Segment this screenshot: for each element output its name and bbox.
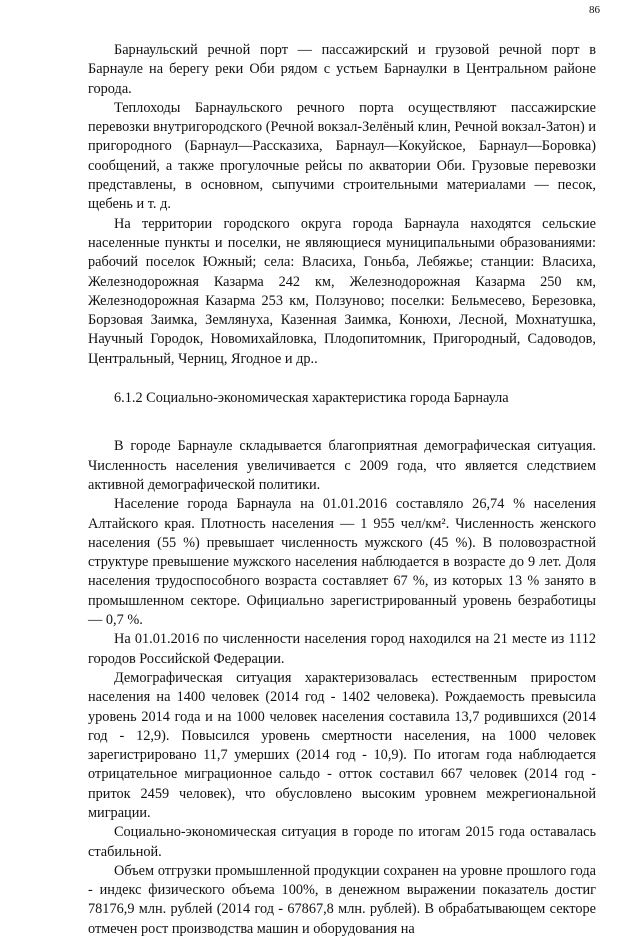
paragraph-demography: В городе Барнауле складывается благоприятная демографическая ситуация. Численность населения увеличивается с 2009 года, что является следствием активной демографической политики. [88, 438, 596, 493]
paragraph-river-port: Барнаульский речной порт — пассажирский и грузовой речной порт в Барнауле на берегу реки Оби рядом с устьем Барнаулки в Центральном районе города. [88, 42, 596, 97]
paragraph-city-rank: На 01.01.2016 по численности населения город находился на 21 месте из 1112 городов Российской Федерации. [88, 631, 596, 667]
page-content [88, 41, 596, 939]
paragraph-settlements: На территории городского округа города Барнаула находятся сельские населенные пункты и поселки, не являющиеся муниципальными образованиями: рабочий поселок Южный; села: Власиха, Гоньба, Лебяжье; станции: Власиха, Железнодорожная Казарма 242 км, Железнодорожная Казарма 250 км, Железнодорожная Казарма 253 км, Ползуново; поселки: Бельмесево, Березовка, Борзовая Заимка, Землянуха, Казенная Заимка, Конюхи, Лесной, Мохнатушка, Научный Городок, Новомихайловка, Плодопитомник, Пригородный, Садоводов, Центральный, Черниц, Ягодное и др.. [88, 215, 596, 367]
paragraph-population: Население города Барнаула на 01.01.2016 составляло 26,74 % населения Алтайского края. Плотность населения — 1 955 чел/км². Численность женского населения (55 %) превышает численность мужского (45 %). В половозрастной структуре превышение мужского населения наблюдается в возрасте до 9 лет. Доля населения трудоспособного возраста составляет 67 %, из которых 13 % занято в промышленном секторе. Официально зарегистрированный уровень безработицы — 0,7 %. [88, 496, 596, 629]
paragraph-industry: Объем отгрузки промышленной продукции сохранен на уровне прошлого года - индекс физического объема 100%, в денежном выражении показатель достиг 78176,9 млн. рублей (2014 год - 67867,8 млн. рублей). В обрабатывающем секторе отмечен рост производства машин и оборудования на [88, 862, 596, 937]
page-number: 86 [589, 4, 600, 16]
paragraph-passenger-ships: Теплоходы Барнаульского речного порта осуществляют пассажирские перевозки внутригородского (Речной вокзал-Зелёный клин, Речной вокзал-Затон) и пригородного (Барнаул—Рассказиха, Барнаул—Кокуйское, Барнаул—Боровка) сообщений, а также прогулочные рейсы по акватории Оби. Грузовые перевозки представлены, в основном, сыпучими строительными материалами — песок, щебень и т. д. [88, 99, 596, 213]
paragraph-natural-growth: Демографическая ситуация характеризовалась естественным приростом населения на 1400 человек (2014 год - 1402 человека). Рождаемость превысила уровень 2014 года и на 1000 человек населения составила 13,7 родившихся (2014 год - 12,9). Повысился уровень смертности населения, на 1000 человек зарегистрировано 11,7 умерших (2014 год - 10,9). По итогам года наблюдается отрицательное миграционное сальдо - отток составил 667 человек (2014 год - приток 2459 человек), что обусловлено высоким уровнем межрегиональной миграции. [88, 669, 596, 821]
paragraph-socioeconomic: Социально-экономическая ситуация в городе по итогам 2015 года оставалась стабильной. [88, 824, 596, 860]
section-heading: 6.1.2 Социально-экономическая характеристика города Барнаула [114, 390, 509, 407]
